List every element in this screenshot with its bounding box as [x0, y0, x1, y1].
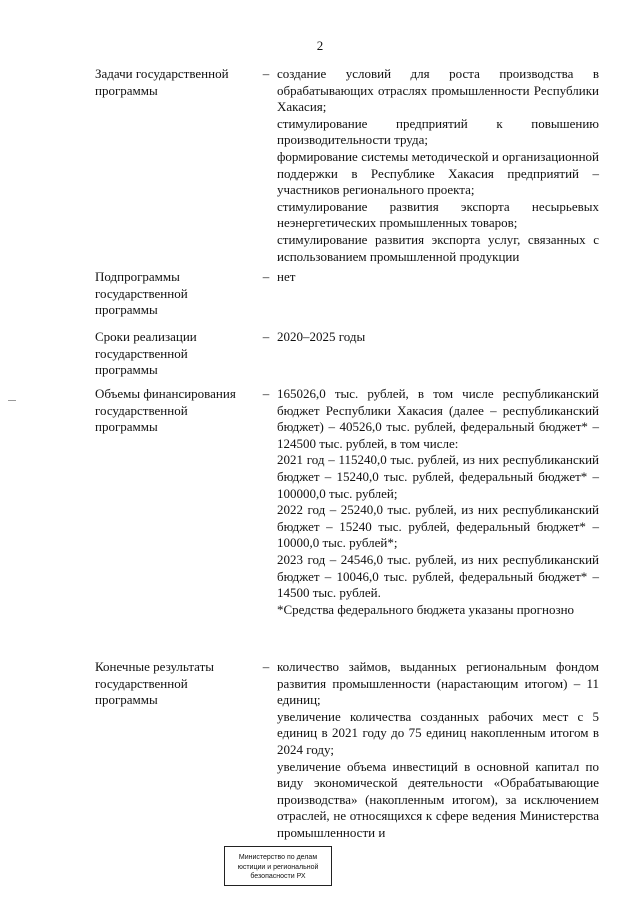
label-line: государственной [95, 285, 188, 301]
row-label [95, 386, 255, 659]
row-program-tasks [95, 66, 605, 269]
dash: – [262, 66, 270, 81]
row-label [95, 329, 255, 386]
label-line: государственной [95, 402, 188, 418]
row-subprograms [95, 269, 605, 329]
row-label [95, 66, 255, 269]
dash: – [262, 659, 270, 674]
paragraph: стимулирование предприятий к повышению производительности труда; [277, 115, 599, 148]
registration-stamp [224, 846, 332, 886]
row-implementation-terms [95, 329, 605, 386]
paragraph: увеличение количества созданных рабочих мест с 5 единиц в 2021 году до 75 единиц накопленным итогом в 2024 году; [277, 708, 599, 757]
row-value [277, 329, 599, 386]
stamp-line: Министерство по делам [238, 854, 318, 861]
dash: – [262, 329, 270, 344]
paragraph: 2022 год – 25240,0 тыс. рублей, из них республиканский бюджет – 15240 тыс. рублей, федеральный бюджет* – 10000,0 тыс. рублей*; [277, 502, 599, 551]
row-value [277, 386, 599, 659]
paragraph: 2020–2025 годы [277, 329, 366, 344]
stamp-line: безопасности РХ [250, 873, 306, 880]
paragraph: 2023 год – 24546,0 тыс. рублей, из них республиканский бюджет – 10046,0 тыс. рублей, федеральный бюджет* – 14500 тыс. рублей. [277, 551, 599, 601]
label-line: Объемы финансирования [95, 386, 236, 401]
page-number: 2 [316, 38, 324, 53]
margin-mark [8, 400, 16, 401]
paragraph: стимулирование развития экспорта несырьевых неэнергетических промышленных товаров; [277, 198, 599, 231]
paragraph: *Средства федерального бюджета указаны прогнозно [277, 601, 575, 617]
paragraph: формирование системы методической и организационной поддержки в Республике Хакасия предприятий – участников регионального проекта; [277, 148, 599, 198]
label-line: Подпрограммы [95, 269, 180, 284]
dash: – [262, 269, 270, 284]
row-value [277, 659, 599, 842]
paragraph: увеличение объема инвестиций в основной капитал по виду экономической деятельности «Обрабатывающие производства» (накопленным итогом), за исключением отраслей, не относящихся к сфере ведения Министерства промышленности и [277, 758, 599, 840]
dash: – [262, 386, 270, 401]
row-label [95, 269, 255, 329]
label-line: программы [95, 362, 158, 378]
program-passport-table [95, 66, 605, 842]
label-line: государственной [95, 675, 188, 691]
label-line: программы [95, 692, 158, 708]
label-line: Задачи государственной [95, 66, 229, 81]
label-line: государственной [95, 345, 188, 361]
row-label [95, 659, 255, 842]
row-value [277, 269, 599, 329]
label-line: Сроки реализации [95, 329, 197, 344]
stamp-line: юстиции и региональной [237, 863, 319, 871]
row-value [277, 66, 599, 269]
paragraph: нет [277, 269, 296, 284]
row-funding-volumes [95, 386, 605, 659]
label-line: Конечные результаты [95, 659, 215, 674]
label-line: программы [95, 419, 158, 435]
paragraph: 2021 год – 115240,0 тыс. рублей, из них республиканский бюджет – 15240,0 тыс. рублей, федеральный бюджет* – 100000,0 тыс. рублей; [277, 452, 599, 501]
paragraph: стимулирование развития экспорта услуг, связанных с использованием промышленной продукции [277, 231, 599, 264]
label-line: программы [95, 302, 158, 318]
paragraph: количество займов, выданных региональным фондом развития промышленности (нарастающим итогом) – 11 единиц; [277, 659, 599, 708]
row-final-results [95, 659, 605, 842]
paragraph: 165026,0 тыс. рублей, в том числе республиканский бюджет Республики Хакасия (далее – республиканский бюджет) – 40526,0 тыс. рублей, федеральный бюджет* – 124500 тыс. рублей, в том числе: [277, 386, 599, 451]
label-line: программы [95, 82, 158, 98]
paragraph: создание условий для роста производства в обрабатывающих отраслях промышленности Республики Хакасия; [277, 66, 599, 115]
